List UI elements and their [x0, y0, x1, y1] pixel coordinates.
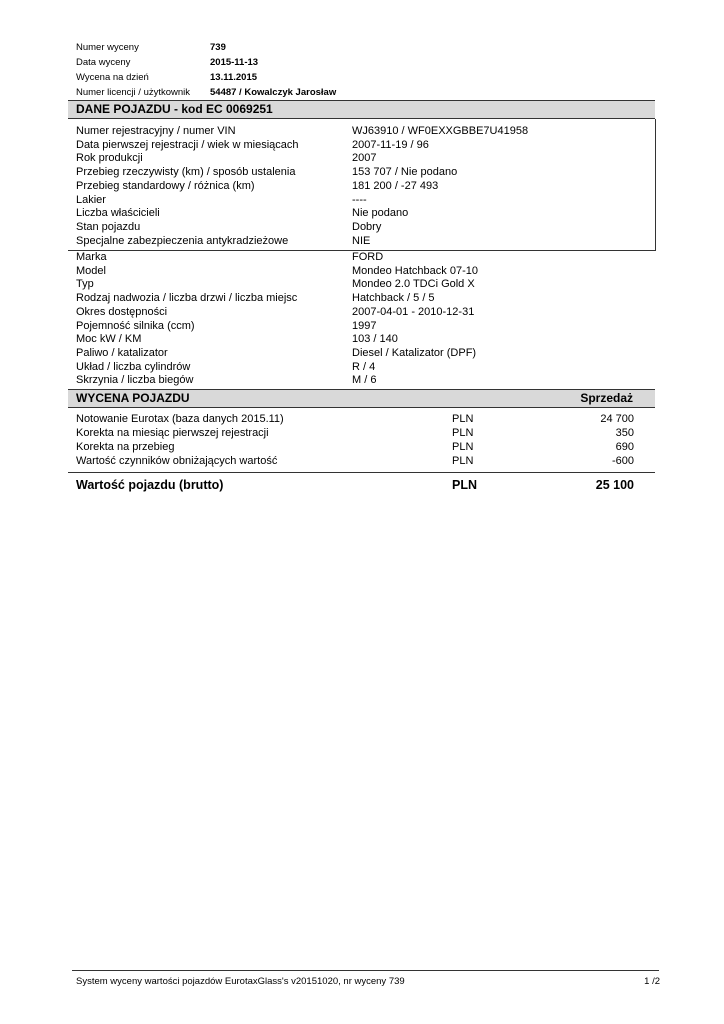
vehicle-data-label: Rok produkcji: [76, 152, 143, 165]
vehicle-data-label: Lakier: [76, 193, 106, 206]
total-currency: PLN: [452, 478, 477, 492]
vehicle-data-value: WJ63910 / WF0EXXGBBE7U41958: [352, 125, 529, 137]
vehicle-data-label: Skrzynia / liczba biegów: [76, 374, 194, 387]
vehicle-data-row: [76, 221, 636, 235]
vehicle-data-value: 1997: [352, 319, 377, 332]
vehicle-data-value: Mondeo Hatchback 07-10: [352, 264, 478, 277]
valuation-amount: 690: [615, 441, 634, 453]
valuation-currency: PLN: [452, 441, 474, 453]
total-amount: 25 100: [595, 478, 634, 492]
vehicle-data-value: 153 707 / Nie podano: [352, 166, 458, 179]
vehicle-data-row: [76, 361, 636, 375]
vehicle-data-value: Diesel / Katalizator (DPF): [352, 346, 477, 359]
header-value: 739: [210, 42, 226, 53]
vehicle-data-value: NIE: [352, 234, 371, 247]
vehicle-data-value: R / 4: [352, 360, 376, 373]
vehicle-data-value: Mondeo 2.0 TDCi Gold X: [352, 278, 475, 291]
valuation-amount: 350: [615, 427, 634, 439]
vehicle-data-row: [76, 347, 636, 361]
header-label: Data wyceny: [76, 57, 131, 68]
valuation-label: Notowanie Eurotax (baza danych 2015.11): [76, 413, 284, 425]
vehicle-data-row: [76, 207, 636, 221]
vehicle-data-label: Data pierwszej rejestracji / wiek w miesiącach: [76, 138, 299, 151]
vehicle-data-row: [76, 139, 636, 153]
vehicle-data-row: [76, 320, 636, 334]
vehicle-data-label: Okres dostępności: [76, 305, 168, 318]
valuation-column-header: Sprzedaż: [580, 391, 633, 405]
total-divider: [68, 472, 655, 473]
valuation-currency: PLN: [452, 413, 474, 425]
vehicle-data-row: [76, 333, 636, 347]
vehicle-data-label: Marka: [76, 251, 107, 263]
vehicle-data-row: [76, 235, 636, 249]
header-value: 13.11.2015: [210, 72, 258, 83]
vehicle-data-row: [76, 374, 636, 388]
vehicle-data-label: Pojemność silnika (ccm): [76, 319, 195, 332]
vehicle-data-row: [76, 166, 636, 180]
vehicle-data-value: 181 200 / -27 493: [352, 179, 439, 192]
header-label: Numer licencji / użytkownik: [76, 87, 191, 98]
total-label: Wartość pojazdu (brutto): [76, 478, 224, 492]
header-value: 2015-11-13: [210, 57, 259, 68]
vehicle-data-label: Układ / liczba cylindrów: [76, 360, 191, 373]
valuation-row: [76, 441, 636, 455]
vehicle-data-value: Nie podano: [352, 207, 409, 220]
footer-text: System wyceny wartości pojazdów EurotaxGlass's v20151020, nr wyceny 739: [76, 976, 405, 987]
vehicle-data-label: Rodzaj nadwozia / liczba drzwi / liczba miejsc: [76, 292, 298, 305]
vehicle-section-title: DANE POJAZDU - kod EC 0069251: [76, 102, 273, 116]
valuation-total-row: [76, 478, 636, 492]
valuation-row: [76, 413, 636, 427]
vehicle-data-label: Numer rejestracyjny / numer VIN: [76, 125, 236, 137]
vehicle-data-row: [76, 265, 636, 279]
header-value: 54487 / Kowalczyk Jarosław: [210, 87, 337, 98]
vehicle-data-label: Przebieg standardowy / różnica (km): [76, 179, 255, 192]
valuation-amount: 24 700: [600, 413, 634, 425]
valuation-label: Wartość czynników obniżających wartość: [76, 455, 278, 467]
vehicle-data-row: [76, 180, 636, 194]
vehicle-data-row: [76, 194, 636, 208]
section-border: [655, 119, 656, 251]
vehicle-data-label: Paliwo / katalizator: [76, 346, 168, 359]
header-label: Wycena na dzień: [76, 72, 149, 83]
vehicle-data-row: [76, 292, 636, 306]
valuation-row: [76, 455, 636, 469]
vehicle-data-value: 2007-11-19 / 96: [352, 138, 429, 151]
vehicle-data-value: Dobry: [352, 220, 382, 233]
valuation-row: [76, 427, 636, 441]
vehicle-data-label: Typ: [76, 278, 94, 291]
vehicle-data-value: 103 / 140: [352, 333, 398, 346]
vehicle-data-value: Hatchback / 5 / 5: [352, 292, 435, 305]
vehicle-data-row: [76, 306, 636, 320]
vehicle-data-value: 2007: [352, 152, 377, 165]
vehicle-data-row: [76, 251, 636, 265]
vehicle-data-label: Specjalne zabezpieczenia antykradzieżowe: [76, 234, 289, 247]
vehicle-data-label: Przebieg rzeczywisty (km) / sposób ustalenia: [76, 166, 296, 179]
vehicle-data-row: [76, 125, 636, 139]
valuation-currency: PLN: [452, 427, 474, 439]
valuation-label: Korekta na miesiąc pierwszej rejestracji: [76, 427, 269, 439]
page-number: 1 /2: [644, 976, 660, 987]
vehicle-data-value: M / 6: [352, 374, 377, 387]
vehicle-data-label: Moc kW / KM: [76, 333, 142, 346]
vehicle-data-value: FORD: [352, 251, 384, 263]
valuation-section-title-bar: [68, 389, 655, 408]
valuation-amount: -600: [611, 455, 634, 467]
vehicle-section-title-bar: [68, 100, 655, 119]
vehicle-data-row: [76, 278, 636, 292]
vehicle-data-label: Stan pojazdu: [76, 220, 141, 233]
vehicle-data-value: ----: [352, 193, 367, 206]
vehicle-data-value: 2007-04-01 - 2010-12-31: [352, 305, 475, 318]
vehicle-data-label: Model: [76, 264, 106, 277]
footer-divider: [72, 970, 659, 971]
valuation-currency: PLN: [452, 455, 474, 467]
valuation-label: Korekta na przebieg: [76, 441, 175, 453]
vehicle-data-row: [76, 152, 636, 166]
header-label: Numer wyceny: [76, 42, 139, 53]
valuation-section-title: WYCENA POJAZDU: [76, 391, 190, 405]
vehicle-data-label: Liczba właścicieli: [76, 207, 160, 220]
